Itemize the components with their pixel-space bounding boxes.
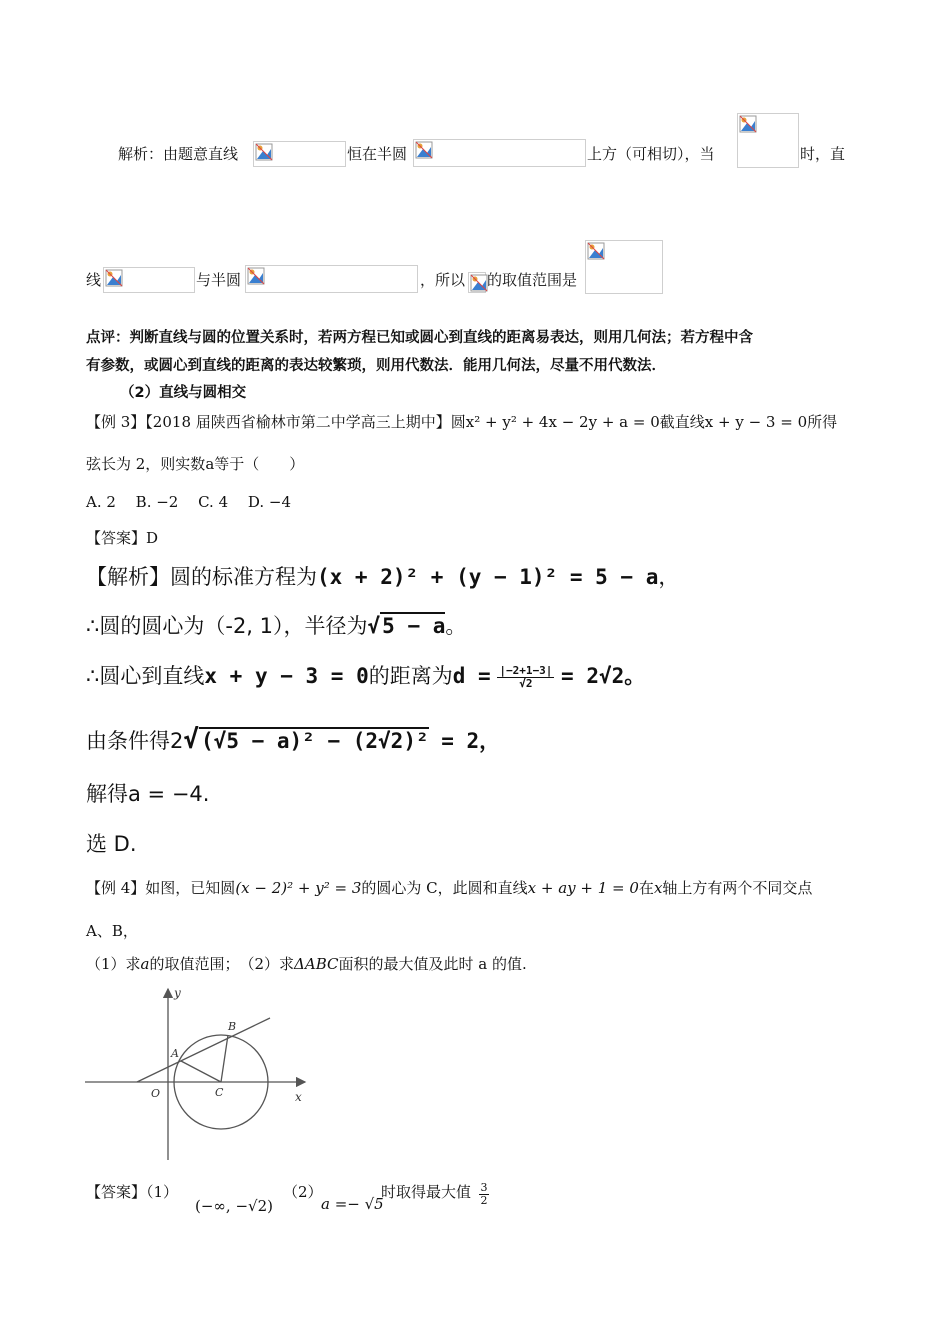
broken-image-icon: [587, 242, 605, 260]
example-3-answer: 【答案】D: [86, 529, 159, 547]
label-o: O: [151, 1087, 161, 1100]
analysis-text-8: 的取值范围是: [487, 271, 578, 289]
circle-line-figure: [85, 985, 315, 1165]
solution-line-1: 【解析】圆的标准方程为(x + 2)² + (y − 1)² = 5 − a，: [86, 565, 680, 589]
broken-image-icon: [247, 267, 265, 285]
example-3-options: A. 2 B. −2 C. 4 D. −4: [86, 493, 292, 511]
line-equation: x + y − 3 = 0: [704, 413, 808, 431]
solution-line-2: ∴圆的圆心为（-2, 1），半径为√5 − a。: [86, 614, 467, 638]
segment-ac: [181, 1061, 221, 1082]
analysis-text-5: 线: [86, 271, 102, 289]
segment-bc: [221, 1035, 228, 1082]
example-4-questions: （1）求a的取值范围； （2）求ΔABC面积的最大值及此时 a 的值.: [86, 955, 527, 973]
analysis-text-4: 时，直: [800, 145, 846, 163]
formula-image-placeholder: [253, 141, 346, 167]
broken-image-icon: [470, 274, 488, 292]
analysis-text-1: 解析：由题意直线: [118, 145, 239, 163]
analysis-text-2: 恒在半圆: [347, 145, 408, 163]
answer-part-2: （2）: [283, 1183, 323, 1201]
comment-line-2: 有参数，或圆心到直线的距离的表达较繁琐，则用代数法．能用几何法，尽量不用代数法．: [86, 358, 666, 374]
solution-line-6: 选 D.: [86, 832, 137, 856]
broken-image-icon: [739, 115, 757, 133]
answer-range: (−∞, −√2): [195, 1197, 273, 1215]
analysis-text-6: 与半圆: [196, 271, 242, 289]
example-4-answer-label: 【答案】（1）: [86, 1183, 179, 1201]
formula-image-placeholder: [103, 267, 195, 293]
formula-image-placeholder: [413, 139, 586, 167]
solution-line-4: 由条件得2√(√5 − a)² − (2√2)² = 2，: [86, 725, 501, 755]
broken-image-icon: [105, 269, 123, 287]
formula-image-placeholder: [585, 240, 663, 294]
label-x: x: [295, 1090, 302, 1104]
example-3-line-1: 【例 3】【2018 届陕西省榆林市第二中学高三上期中】圆x² + y² + 4x − 2y + a = 0截直线x + y − 3 = 0所得: [86, 413, 838, 431]
solution-line-3: ∴圆心到直线x + y − 3 = 0的距离为d = $\frac{|-2+1-3|}{√2}$ = 2√2。: [86, 663, 646, 690]
broken-image-icon: [415, 141, 433, 159]
answer-tail: 时取得最大值: [381, 1183, 472, 1201]
distance-fraction: $\frac{|-2+1-3|}{√2}$: [499, 663, 553, 690]
formula-image-placeholder: [468, 272, 486, 293]
example-4-line-2: A、B，: [86, 922, 138, 940]
example-4-line-1: 【例 4】如图，已知圆(x − 2)² + y² = 3的圆心为 C，此圆和直线x + ay + 1 = 0在x轴上方有两个不同交点: [86, 879, 813, 897]
label-y: y: [174, 986, 181, 1000]
solution-line-5: 解得a = −4.: [86, 782, 210, 806]
max-value-fraction: 3 2: [480, 1181, 488, 1207]
analysis-text-7: ，所以: [420, 271, 466, 289]
label-b: B: [228, 1020, 237, 1033]
section-heading: （2）直线与圆相交: [120, 385, 247, 401]
broken-image-icon: [255, 143, 273, 161]
label-c: C: [215, 1086, 224, 1099]
analysis-text-3: 上方（可相切），当: [587, 145, 715, 163]
formula-image-placeholder: [737, 113, 799, 168]
circle-equation: x² + y² + 4x − 2y + a = 0: [465, 413, 660, 431]
formula-image-placeholder: [245, 265, 418, 293]
answer-condition: a =− √5: [321, 1195, 384, 1213]
example-3-line-2: 弦长为 2，则实数a等于（ ）: [86, 455, 305, 473]
comment-line-1: 点评：判断直线与圆的位置关系时，若两方程已知或圆心到直线的距离易表达，则用几何法；若方程中含: [86, 330, 753, 346]
label-a: A: [171, 1047, 179, 1060]
